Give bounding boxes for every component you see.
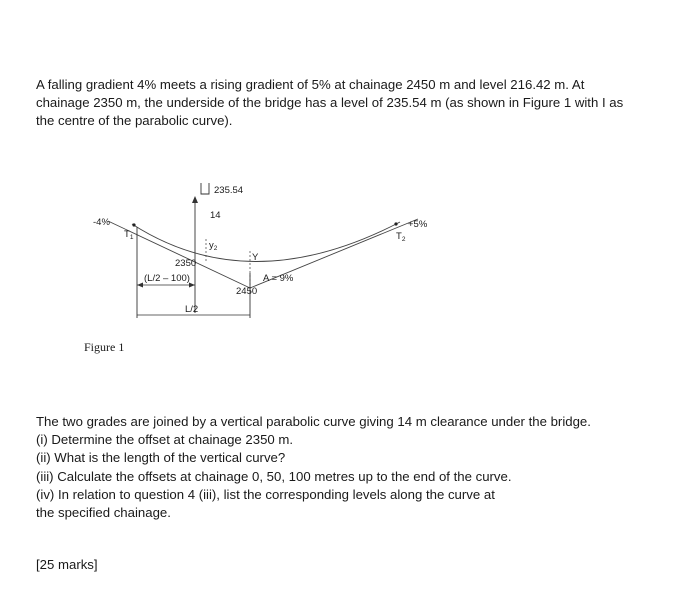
clearance-label: 14 bbox=[210, 210, 221, 221]
half-minus-label: (L/2 – 100) bbox=[144, 273, 190, 284]
problem-line-2: chainage 2350 m, the underside of the bridge has a level of 235.54 m (as shown in Figure 1 with I as bbox=[36, 95, 624, 111]
half-length-label: L/2 bbox=[185, 304, 199, 315]
problem-statement bbox=[36, 76, 676, 131]
question-2: (ii) What is the length of the vertical curve? bbox=[36, 450, 286, 466]
problem-line-3: the centre of the parabolic curve). bbox=[36, 113, 233, 129]
question-3: (iii) Calculate the offsets at chainage 0, 50, 100 metres up to the end of the curve. bbox=[36, 468, 512, 484]
marks-label: [25 marks] bbox=[36, 557, 98, 572]
question-4-line-1: (iv) In relation to question 4 (iii), list the corresponding levels along the curve at bbox=[36, 486, 495, 502]
y-label: Y bbox=[252, 252, 259, 263]
grade-change-label: A = 9% bbox=[263, 273, 294, 284]
chainage-2450-label: 2450 bbox=[236, 286, 258, 297]
questions-block bbox=[36, 413, 676, 522]
bridge-marker bbox=[201, 183, 209, 194]
question-1: (i) Determine the offset at chainage 2350 m. bbox=[36, 432, 294, 448]
half-minus-arrow-left bbox=[137, 283, 143, 288]
chainage-2350-label: 2350 bbox=[175, 258, 197, 269]
t1-label: $T_1$ bbox=[124, 229, 134, 241]
question-4-line-2: the specified chainage. bbox=[36, 505, 171, 521]
t2-label: $T_2$ bbox=[396, 231, 406, 243]
left-grade-label: -4% bbox=[93, 217, 110, 228]
parabolic-curve bbox=[132, 222, 400, 262]
questions-intro: The two grades are joined by a vertical parabolic curve giving 14 m clearance under the bridge. bbox=[36, 414, 591, 429]
t1-point bbox=[132, 223, 135, 226]
figure-caption: Figure 1 bbox=[84, 340, 125, 354]
problem-line-1: A falling gradient 4% meets a rising gradient of 5% at chainage 2450 m and level 216.42 m. At bbox=[36, 77, 585, 92]
right-grade-label: +5% bbox=[408, 219, 428, 230]
vertical-curve-diagram bbox=[90, 175, 450, 335]
y2-label: $y_2$ bbox=[209, 240, 218, 252]
clearance-arrowhead bbox=[192, 196, 198, 203]
bridge-level-label: 235.54 bbox=[214, 185, 244, 196]
t2-point bbox=[394, 222, 397, 225]
